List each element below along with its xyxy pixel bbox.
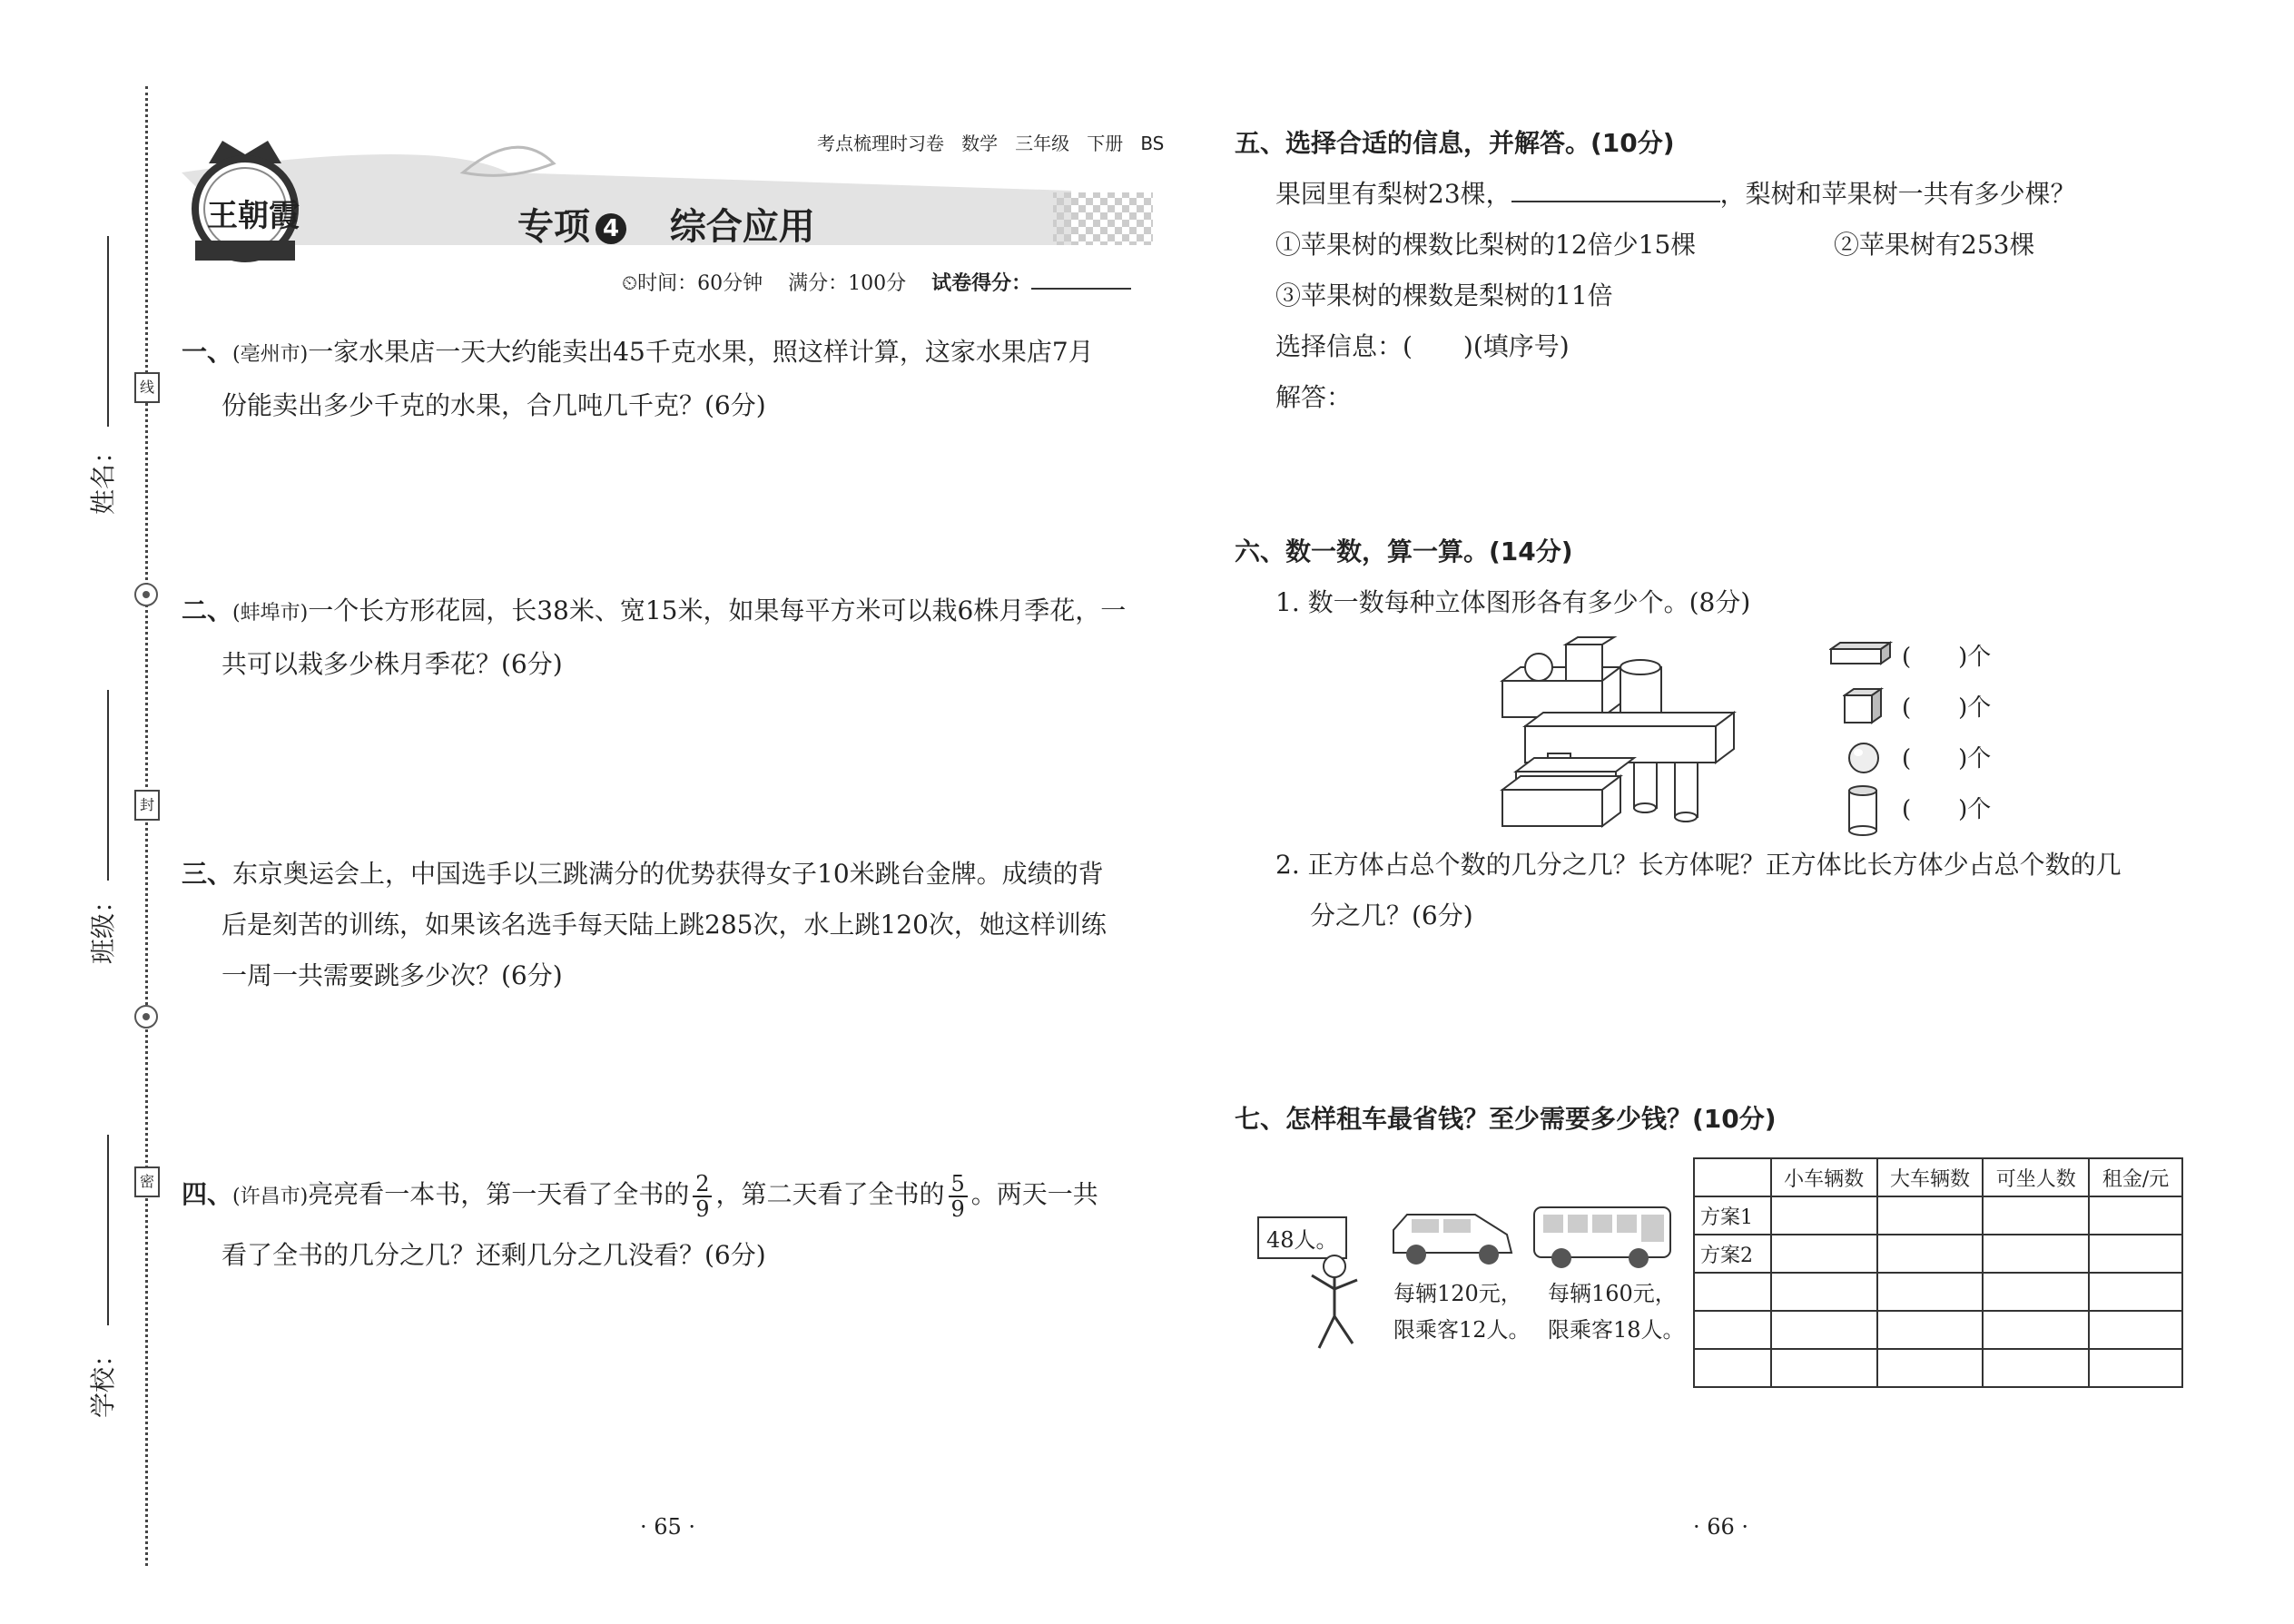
bus-icon [1530, 1198, 1675, 1275]
answer-cell[interactable] [1771, 1235, 1877, 1273]
answer-cell[interactable] [1877, 1196, 1984, 1235]
answer-cell[interactable] [1983, 1273, 2089, 1311]
name-label: 姓名： [88, 438, 119, 516]
bus-limit: 限乘客18人。 [1548, 1317, 1685, 1343]
answer-cell[interactable] [1877, 1235, 1984, 1273]
time-info: 时间：60分钟 [637, 272, 763, 295]
fraction-2-9: $\frac{2}{9}$ [693, 1172, 712, 1221]
cuboid-icon [1829, 640, 1893, 667]
question-1: 一、(亳州市)一家水果店一天大约能卖出45千克水果，照这样计算，这家水果店7月 份能卖出多少千克的水果，合几吨几千克？(6分) [182, 337, 1094, 420]
cylinder-icon [1846, 783, 1882, 838]
exam-info [622, 268, 1131, 296]
class-label: 班级： [88, 887, 119, 965]
series-name: 考点梳理时习卷 [817, 133, 944, 154]
table-row [1694, 1196, 2182, 1235]
tag-xian: 线 [134, 372, 160, 403]
answer-cell[interactable] [1771, 1196, 1877, 1235]
answer-cell[interactable] [1877, 1349, 1984, 1387]
question-7-title: 七、怎样租车最省钱？至少需要多少钱？(10分) [1235, 1104, 1777, 1134]
school-underline [107, 1135, 109, 1325]
question-5: 五、选择合适的信息，并解答。(10分) 果园里有梨树23棵， ，梨树和苹果树一共有多少棵？ ①苹果树的棵数比梨树的12倍少15棵 ②苹果树有253棵 ③苹果树的棵数是梨树的11倍 选择信息：( )(填序号) 解答： [1235, 118, 2251, 423]
tag-mi: 密 [134, 1166, 160, 1197]
answer-cell[interactable] [1983, 1235, 2089, 1273]
subject: 数学 [961, 133, 999, 154]
plan-label-cell [1694, 1273, 1771, 1311]
volume: 下册 [1087, 133, 1124, 154]
answer-cell[interactable] [1877, 1311, 1984, 1349]
question-6: 六、数一数，算一算。(14分) 1. 数一数每种立体图形各有多少个。(8分) [1235, 536, 1751, 617]
info-blank[interactable] [1511, 173, 1720, 202]
brand-logo-text: 王朝霞 [207, 198, 300, 234]
fraction-5-9: $\frac{5}{9}$ [949, 1172, 968, 1221]
option-1: ①苹果树的棵数比梨树的12倍少15棵 [1275, 230, 1697, 260]
bus-price: 每辆160元， [1548, 1281, 1677, 1306]
page-number-left: · 65 · [640, 1514, 696, 1540]
answer-cell[interactable] [2089, 1273, 2182, 1311]
answer-cell[interactable] [1983, 1349, 2089, 1387]
score-label: 试卷得分： [931, 272, 1032, 295]
answer-cell[interactable] [2089, 1311, 2182, 1349]
plan-label-cell: 方案1 [1694, 1196, 1771, 1235]
score-field[interactable] [1031, 288, 1131, 290]
class-underline [107, 690, 109, 881]
sphere-count-field[interactable]: ( )个 [1902, 745, 1992, 773]
dotted-cut-line [145, 86, 148, 1566]
question-2: 二、(蚌埠市)一个长方形花园，长38米、宽15米，如果每平方米可以栽6株月季花，一 共可以栽多少株月季花？(6分) [182, 595, 1127, 679]
cuboid-count-field[interactable]: ( )个 [1902, 644, 1992, 671]
rental-illustration [1253, 1180, 1698, 1362]
question-6-part-2: 2. 正方体占总个数的几分之几？长方体呢？正方体比长方体少占总个数的几 分之几？(6分) [1275, 850, 2122, 930]
choose-info[interactable]: 选择信息：( )(填序号) [1275, 331, 1570, 361]
binding-margin [0, 0, 154, 1624]
rental-plan-table [1693, 1157, 2183, 1388]
answer-cell[interactable] [1983, 1196, 2089, 1235]
solid-shapes-figure [1498, 635, 1770, 835]
table-row [1694, 1273, 2182, 1311]
small-car-icon [1389, 1207, 1516, 1271]
answer-cell[interactable] [1771, 1273, 1877, 1311]
table-header-row [1694, 1158, 2182, 1196]
cube-icon [1843, 686, 1884, 727]
name-underline [107, 236, 109, 427]
page-number-right: · 66 · [1693, 1514, 1749, 1540]
table-header-cell [1694, 1158, 1771, 1196]
grade: 三年级 [1015, 133, 1070, 154]
tag-feng: 封 [134, 790, 160, 821]
plan-label-cell: 方案2 [1694, 1235, 1771, 1273]
full-score: 满分：100分 [788, 272, 907, 295]
question-3: 三、东京奥运会上，中国选手以三跳满分的优势获得女子10米跳台金牌。成绩的背 后是刻苦的训练，如果该名选手每天陆上跳285次，水上跳120次，她这样训练 一周一共需要跳多少次？(6分) [182, 859, 1107, 990]
cylinder-count-field[interactable]: ( )个 [1902, 796, 1992, 823]
option-2: ②苹果树有253棵 [1834, 230, 2035, 260]
table-header-cell: 大车辆数 [1877, 1158, 1984, 1196]
question-4: 四、(许昌市)亮亮看一本书，第一天看了全书的 $\frac{2}{9}$ ，第二天看了全书的 $\frac{5}{9}$ 。两天一共 看了全书的几分之几？还剩几分之几没看？(6分) [182, 1170, 1098, 1270]
table-row [1694, 1235, 2182, 1273]
flower-icon [133, 1003, 160, 1030]
page-title: 专项 4 综合应用 [517, 206, 815, 248]
answer-cell[interactable] [1771, 1349, 1877, 1387]
plan-label-cell [1694, 1349, 1771, 1387]
clock-icon: ⏲ [622, 272, 638, 295]
school-label: 学校： [88, 1341, 119, 1419]
answer-cell[interactable] [2089, 1235, 2182, 1273]
answer-cell[interactable] [2089, 1196, 2182, 1235]
sphere-icon [1846, 740, 1882, 776]
child-figure-icon [1303, 1253, 1366, 1353]
plan-label-cell [1694, 1311, 1771, 1349]
edition: BS [1140, 133, 1165, 154]
option-3: ③苹果树的棵数是梨树的11倍 [1275, 281, 1613, 310]
answer-label: 解答： [1275, 382, 1353, 412]
table-header-cell: 可坐人数 [1983, 1158, 2089, 1196]
table-row [1694, 1311, 2182, 1349]
car-limit: 限乘客12人。 [1393, 1317, 1531, 1343]
flower-icon [133, 581, 160, 608]
table-header-cell: 小车辆数 [1771, 1158, 1877, 1196]
title-number-badge: 4 [596, 213, 626, 244]
cube-count-field[interactable]: ( )个 [1902, 694, 1992, 722]
series-info [817, 129, 1164, 155]
answer-cell[interactable] [1771, 1311, 1877, 1349]
car-price: 每辆120元， [1393, 1281, 1522, 1306]
speech-bubble-people: 48人。 [1257, 1216, 1347, 1259]
answer-cell[interactable] [1877, 1273, 1984, 1311]
answer-cell[interactable] [1983, 1311, 2089, 1349]
table-row [1694, 1349, 2182, 1387]
header [163, 118, 1165, 300]
table-header-cell: 租金/元 [2089, 1158, 2182, 1196]
answer-cell[interactable] [2089, 1349, 2182, 1387]
